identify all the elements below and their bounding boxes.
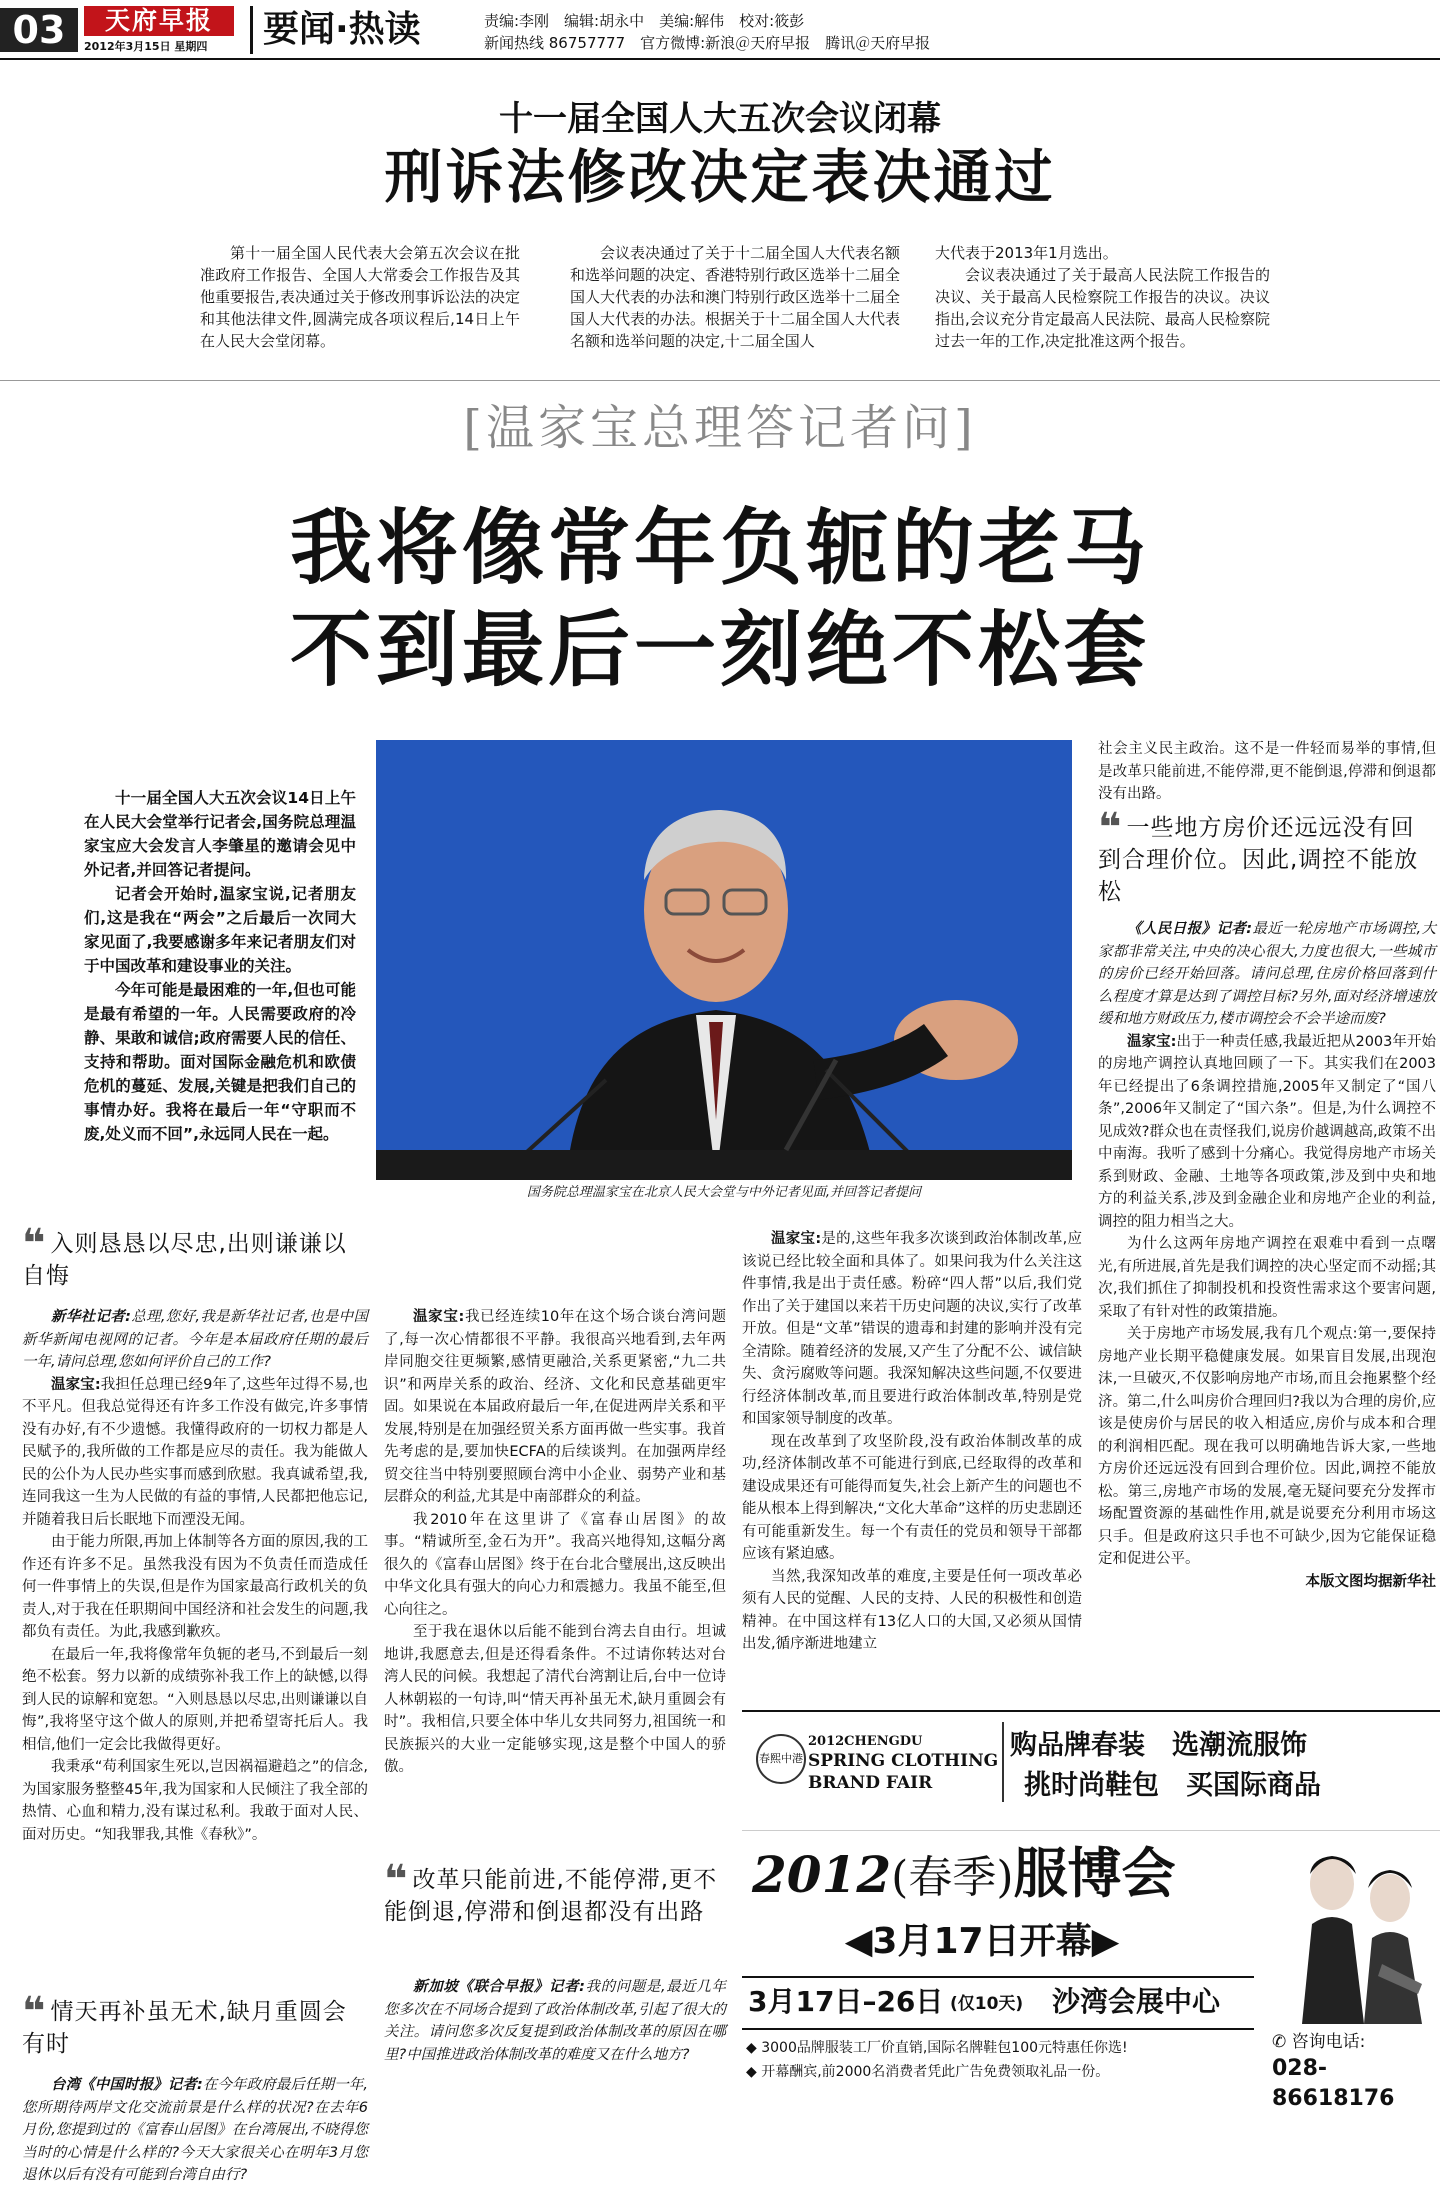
quote-mark-icon: ❝ bbox=[22, 1989, 47, 2035]
speaker-label: 温家宝: bbox=[1127, 1033, 1177, 1050]
ad-open-date-text: 3月17日开幕 bbox=[872, 1921, 1092, 1962]
newspaper-logo: 天府早报 bbox=[84, 6, 234, 36]
qa-renmin-answer-1 bbox=[1098, 1031, 1436, 1234]
qa-china-times-question-block bbox=[22, 2074, 368, 2187]
diamond-icon: ◆ bbox=[746, 2040, 762, 2056]
ad-schedule bbox=[742, 1976, 1254, 2030]
ad-open-date bbox=[802, 1918, 1162, 1966]
ad-bullet-2 bbox=[746, 2060, 1266, 2084]
pull-quote-taiwan-text: 情天再补虽无术,缺月重圆会有时 bbox=[22, 1999, 347, 2057]
ad-bullet-2-text: 开幕酬宾,前2000名消费者凭此广告免费领取礼品一份。 bbox=[761, 2064, 1110, 2080]
photo-caption: 国务院总理温家宝在北京人民大会堂与中外记者见面,并回答记者提问 bbox=[526, 1185, 922, 1200]
article1-col2-text: 会议表决通过了关于十二届全国人大代表名额和选举问题的决定、香港特别行政区选举十二届全国人大代表的办法和澳门特别行政区选举十二届全国人大代表的办法。根据关于十二届全国人大代表名额和选举问题的决定,十二届全国人 bbox=[570, 244, 901, 350]
qa-renmin-question bbox=[1098, 918, 1436, 1031]
article2-kicker: [温家宝总理答记者问] bbox=[463, 400, 977, 456]
article1-kicker: 十一届全国人大五次会议闭幕 bbox=[499, 99, 941, 139]
qa-xinhua-answer-2: 由于能力所限,再加上体制等各方面的原因,我的工作还有许多不足。虽然我没有因为不负责任而造成任何一件事情上的失误,但是作为国家最高行政机关的负责人,对于我在任职期间中国经济和社会发生的问题,我都负有责任。为此,我感到歉疚。 bbox=[22, 1534, 368, 1640]
byline: 本版文图均据新华社 bbox=[1305, 1573, 1436, 1590]
qa-renmin-answer-2: 为什么这两年房地产调控在艰难中看到一点曙光,有所进展,首先是我们调控的决心坚定而不动摇;其次,我们抓住了抑制投机和投资性需求这个要害问题,采取了有针对性的政策措施。 bbox=[1098, 1236, 1436, 1320]
pull-quote-reform-text: 改革只能前进,不能停滞,更不能倒退,停滞和倒退都没有出路 bbox=[384, 1867, 718, 1925]
pull-quote-duty bbox=[22, 1221, 368, 1292]
ad-title-season: (春季) bbox=[891, 1852, 1014, 1903]
ad-bullet-1 bbox=[746, 2036, 1266, 2060]
news-photo bbox=[376, 740, 1072, 1180]
ad-brand-en-2: SPRING CLOTHING bbox=[808, 1751, 999, 1771]
ad-slogan-1: 购品牌春装 选潮流服饰 bbox=[1010, 1730, 1307, 1761]
qa-china-times-answer-3: 至于我在退休以后能不能到台湾去自由行。坦诚地讲,我愿意去,但是还得看条件。不过请你转达对台湾人民的问候。我想起了清代台湾割让后,台中一位诗人林朝崧的一句诗,叫“情天再补虽无术,缺月重圆会有时”。我相信,只要全体中华儿女共同努力,祖国统一和民族振兴的大业一定能够实现,这是整个中国人的骄傲。 bbox=[384, 1624, 726, 1775]
diamond-icon: ◆ bbox=[746, 2064, 762, 2080]
article1-col3 bbox=[935, 242, 1270, 352]
ad-title bbox=[752, 1842, 1176, 1910]
fashion-fair-ad bbox=[742, 1710, 1440, 2166]
ad-title-year: 2012 bbox=[752, 1845, 892, 1904]
qa-xinhua-label: 新华社记者: bbox=[51, 1309, 131, 1325]
qa-china-times-answer-2: 我2010年在这里讲了《富春山居图》的故事。“精诚所至,金石为开”。我高兴地得知,这幅分离很久的《富春山居图》终于在台北合璧展出,这反映出中华文化具有强大的向心力和震撼力。我虽不能至,但心向往之。 bbox=[384, 1511, 726, 1618]
qa-xinhua-answer-3: 在最后一年,我将像常年负轭的老马,不到最后一刻绝不松套。努力以新的成绩弥补我工作上的缺憾,以得到人民的谅解和宽恕。“入则恳恳以尽忠,出则谦谦以自悔”,我将坚守这个做人的原则,并把希望寄托后人。我相信,他们一定会比我做得更好。 bbox=[22, 1646, 368, 1753]
qa-xinhua-answer-1-text: 我担任总理已经9年了,这些年过得不易,也不平凡。但我总觉得还有许多工作没有做完,许多事情没有办好,有不少遗憾。我懂得政府的一切权力都是人民赋予的,我所做的工作都是应尽的责任。我为能做人民的公仆为人民办些实事而感到欣慰。我真诚希望,我,连同我这一生为人民做的有益的事情,人民都把他忘记,并随着我日后长眠地下而湮没无闻。 bbox=[22, 1376, 368, 1528]
qa-xinhua bbox=[22, 1306, 368, 1846]
qa-zaobao-answer bbox=[742, 1228, 1082, 1656]
qa-zaobao-answer-2: 现在改革到了攻坚阶段,没有政治体制改革的成功,经济体制改革不可能进行到底,已经取得的改革和建设成果还有可能得而复失,社会上新产生的问题也不能从根本上得到解决,“文化大革命”这样的历史悲剧还有可能重新发生。每一个有责任的党员和领导干部都应该有紧迫感。 bbox=[742, 1433, 1082, 1562]
ad-models-image bbox=[1272, 1844, 1432, 2024]
credits bbox=[484, 10, 1004, 54]
credits-line-1: 责编:李刚 编辑:胡永中 美编:解伟 校对:筱彭 bbox=[484, 12, 805, 30]
qa-renmin-answer-1-text: 出于一种责任感,我最近把从2003年开始的房地产调控认真地回顾了一下。其实我们在2003年已经提出了6条调控措施,2005年又制定了“国八条”,2006年又制定了“国六条”。但是,为什么调控不见成效?群众也在责怪我们,说房价越调越高,政策不出中南海。我听了感到十分痛心。我觉得房地产市场关系到财政、金融、土地等各项政策,涉及到中央和地方的利益关系,涉及到金融企业和房地产企业的利益,调控的阻力相当之大。 bbox=[1098, 1033, 1436, 1230]
pull-quote-reform bbox=[384, 1857, 726, 1928]
ad-slogan-2: 挑时尚鞋包 买国际商品 bbox=[1024, 1770, 1321, 1801]
ad-title-main: 服博会 bbox=[1013, 1842, 1176, 1905]
ad-brand-en bbox=[808, 1734, 998, 1794]
ad-venue: 沙湾会展中心 bbox=[1052, 1985, 1221, 2018]
qa-china-times-answer bbox=[384, 1306, 726, 1779]
qa-zaobao-question bbox=[384, 1976, 726, 2066]
right-arrow-icon: ▶ bbox=[1091, 1921, 1120, 1962]
lead-paragraph-2: 记者会开始时,温家宝说,记者朋友们,这是我在“两会”之后最后一次同大家见面了,我要感谢多年来记者朋友们对于中国改革和建设事业的关注。 bbox=[84, 885, 356, 975]
article1-col3-text-a: 大代表于2013年1月选出。 bbox=[935, 244, 1118, 262]
qa-xinhua-answer-4: 我秉承“苟利国家生死以,岂因祸福避趋之”的信念,为国家服务整整45年,我为国家和人民倾注了我全部的热情、心血和精力,没有谋过私利。我敢于面对人民、面对历史。“知我罪我,其惟《春秋》”。 bbox=[22, 1759, 368, 1843]
article2-lead bbox=[84, 786, 356, 1146]
qa-zaobao-answer-1-text: 是的,这些年我多次谈到政治体制改革,应该说已经比较全面和具体了。如果问我为什么关注这件事情,我是出于责任感。粉碎“四人帮”以后,我们党作出了关于建国以来若干历史问题的决议,实行了改革开放。但是“文革”错误的遗毒和封建的影响并没有完全清除。随着经济的发展,又产生了分配不公、诚信缺失、贪污腐败等问题。我深知解决这些问题,不仅要进行经济体制改革,而且要进行政治体制改革,特别是党和国家领导制度的改革。 bbox=[742, 1231, 1082, 1427]
article1-col1-text: 第十一届全国人民代表大会第五次会议在批准政府工作报告、全国人大常委会工作报告及其他重要报告,表决通过关于修改刑事诉讼法的决定和其他法律文件,圆满完成各项议程后,14日上午在人民大会堂闭幕。 bbox=[200, 244, 520, 350]
qa-xinhua-text: 总理,您好,我是新华社记者,也是中国新华新闻电视网的记者。今年是本届政府任期的最后一年,请问总理,您如何评价自己的工作? bbox=[22, 1309, 368, 1370]
col4-continuation bbox=[1098, 738, 1436, 806]
qa-china-times-question bbox=[22, 2074, 368, 2187]
ad-brand-en-1: 2012CHENGDU bbox=[808, 1734, 923, 1749]
article1-col3-text-b: 会议表决通过了关于最高人民法院工作报告的决议、关于最高人民检察院工作报告的决议。决议指出,会议充分肯定最高人民法院、最高人民检察院过去一年的工作,决定批准这两个报告。 bbox=[935, 266, 1270, 350]
qa-xinhua-question bbox=[22, 1306, 368, 1374]
ad-hotline-label: 咨询电话: bbox=[1291, 2032, 1366, 2052]
section-divider bbox=[0, 380, 1440, 381]
pull-quote-housing-text: 一些地方房价还远远没有回到合理价位。因此,调控不能放松 bbox=[1098, 815, 1419, 905]
header-rule bbox=[0, 58, 1440, 60]
article2-headline bbox=[0, 498, 1440, 702]
article1-headline: 刑诉法修改决定表决通过 bbox=[384, 143, 1056, 211]
ad-slogans bbox=[1010, 1726, 1321, 1806]
qa-renmin-label: 《人民日报》记者: bbox=[1127, 921, 1253, 937]
qa-renmin-answer-3: 关于房地产市场发展,我有几个观点:第一,要保持房地产业长期平稳健康发展。如果盲目发展,出现泡沫,一旦破灭,不仅影响房地产市场,而且会拖累整个经济。第二,什么叫房价合理回归?我以为合理的房价,应该是使房价与居民的收入相适应,房价与成本和合理的利润相匹配。现在我可以明确地告诉大家,一些地方房价还远远没有回到合理价位。因此,调控不能放松。第三,房地产市场的发展,毫无疑问要充分发挥市场配置资源的基础性作用,就是说要充分利用市场这只手。但是政府这只手也不可缺少,因为它能保证稳定和促进公平。 bbox=[1098, 1326, 1436, 1567]
qa-china-times-text: 在今年政府最后任期一年,您所期待两岸文化交流前景是什么样的状况?在去年6月份,您提到过的《富春山居图》在台湾展出,不晓得您当时的心情是什么样的?今天大家很关心在明年3月您退休以后有没有可能到台湾自由行? bbox=[22, 2077, 368, 2183]
photo-illustration bbox=[376, 740, 1072, 1180]
qa-renmin bbox=[1098, 918, 1436, 1593]
qa-zaobao-answer-1 bbox=[742, 1228, 1082, 1431]
col4-top-text: 社会主义民主政治。这不是一件轻而易举的事情,但是改革只能前进,不能停滞,更不能倒退,停滞和倒退都没有出路。 bbox=[1098, 741, 1436, 802]
qa-zaobao-question-block bbox=[384, 1976, 726, 2066]
qa-zaobao-label: 新加坡《联合早报》记者: bbox=[413, 1979, 585, 1995]
headline-line-2: 不到最后一刻绝不松套 bbox=[289, 603, 1150, 698]
lead-paragraph-3: 今年可能是最困难的一年,但也可能是最有希望的一年。人民需要政府的冷静、果敢和诚信;政府需要人民的信任、支持和帮助。面对国际金融危机和欧债危机的蔓延、发展,关键是把我们自己的事情办好。我将在最后一年“守职而不废,处义而不回”,永远同人民在一起。 bbox=[84, 981, 356, 1143]
credits-line-2: 新闻热线 86757777 官方微博:新浪＠天府早报 腾讯＠天府早报 bbox=[484, 34, 931, 52]
ad-dates: 3月17日–26日 bbox=[748, 1985, 944, 2018]
ad-banner bbox=[742, 1712, 1440, 1831]
ad-bullets bbox=[746, 2036, 1266, 2084]
qa-china-times-answer-1-text: 我已经连续10年在这个场合谈台湾问题了,每一次心情都很不平静。我很高兴地看到,去年两岸同胞交往更频繁,感情更融洽,关系更紧密,“九二共识”和两岸关系的政治、经济、文化和民意基础更牢固。如果说在本届政府最后一年,在促进两岸关系和平发展,特别是在加强经贸关系方面再做一些实事。我首先考虑的是,要加快ECFA的后续谈判。在加强两岸经贸交往当中特别要照顾台湾中小企业、弱势产业和基层群众的利益,尤其是中南部群众的利益。 bbox=[384, 1309, 726, 1505]
ad-duration: (仅10天) bbox=[950, 1994, 1024, 2014]
speaker-label: 温家宝: bbox=[413, 1309, 465, 1325]
page-number: 03 bbox=[0, 8, 78, 52]
speaker-label: 温家宝: bbox=[51, 1376, 101, 1393]
quote-mark-icon: ❝ bbox=[1098, 805, 1123, 851]
issue-date: 2012年3月15日 星期四 bbox=[84, 40, 208, 53]
ad-hotline bbox=[1272, 2030, 1440, 2114]
ad-divider bbox=[1002, 1722, 1004, 1802]
qa-zaobao-text: 我的问题是,最近几年您多次在不同场合提到了政治体制改革,引起了很大的关注。请问您多次反复提到政治体制改革的原因在哪里?中国推进政治体制改革的难度又在什么地方? bbox=[384, 1979, 726, 2063]
quote-mark-icon: ❝ bbox=[22, 1221, 47, 1267]
pull-quote-duty-text: 入则恳恳以尽忠,出则谦谦以自悔 bbox=[22, 1231, 347, 1289]
quote-mark-icon: ❝ bbox=[384, 1857, 409, 1903]
speaker-label: 温家宝: bbox=[771, 1231, 822, 1247]
headline-line-1: 我将像常年负轭的老马 bbox=[289, 501, 1150, 596]
qa-xinhua-answer-1 bbox=[22, 1374, 368, 1532]
pull-quote-taiwan bbox=[22, 1989, 368, 2060]
ad-bullet-1-text: 3000品牌服装工厂价直销,国际名牌鞋包100元特惠任你选! bbox=[761, 2040, 1128, 2056]
section-title: 要闻·热读 bbox=[250, 6, 421, 54]
qa-zaobao-answer-3: 当然,我深知改革的难度,主要是任何一项改革必须有人民的觉醒、人民的支持、人民的积极性和创造精神。在中国这样有13亿人口的大国,又必须从国情出发,循序渐进地建立 bbox=[742, 1568, 1082, 1652]
left-arrow-icon: ◀ bbox=[844, 1921, 873, 1962]
phone-icon: ✆ bbox=[1272, 2032, 1292, 2052]
qa-china-times-answer-1 bbox=[384, 1306, 726, 1509]
qa-china-times-label: 台湾《中国时报》记者: bbox=[51, 2077, 203, 2093]
models-illustration bbox=[1272, 1844, 1432, 2024]
lead-paragraph-1: 十一届全国人大五次会议14日上午在人民大会堂举行记者会,国务院总理温家宝应大会发言人李肇星的邀请会见中外记者,并回答记者提问。 bbox=[84, 789, 356, 879]
ad-brand-en-3: BRAND FAIR bbox=[808, 1773, 933, 1793]
pull-quote-housing bbox=[1098, 805, 1436, 908]
ad-hotline-number: 028-86618176 bbox=[1272, 2056, 1395, 2111]
ad-brand-logo: 春熙中港 bbox=[756, 1734, 806, 1784]
qa-renmin-text: 最近一轮房地产市场调控,大家都非常关注,中央的决心很大,力度也很大,一些城市的房价已经开始回落。请问总理,住房价格回落到什么程度才算是达到了调控目标?另外,面对经济增速放缓和地方财政压力,楼市调控会不会半途而废? bbox=[1098, 921, 1436, 1027]
article1-col1 bbox=[200, 242, 520, 352]
article1-col2 bbox=[570, 242, 900, 352]
